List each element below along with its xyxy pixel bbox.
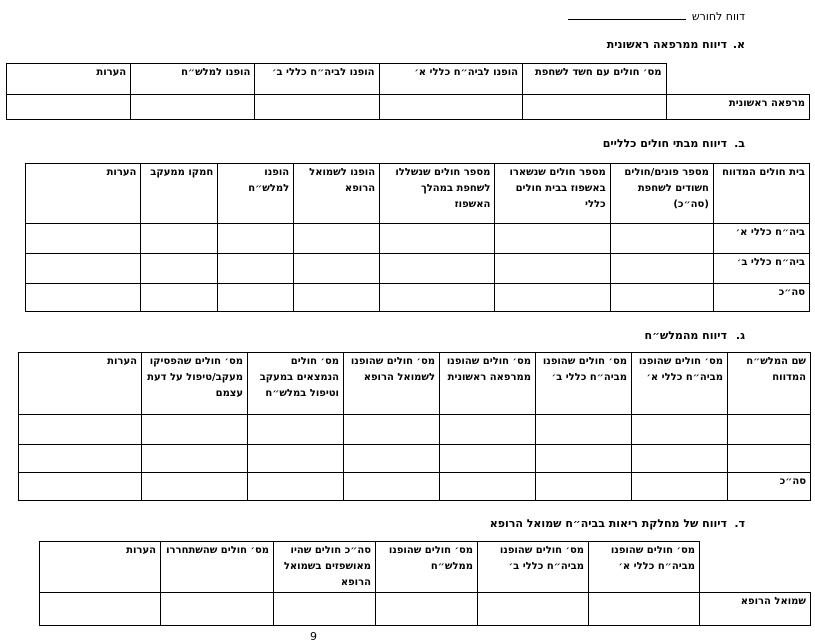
section-c-table — [18, 352, 811, 501]
section-d-letter: ד. — [734, 517, 745, 530]
header-cell: הופנו לביה״ח כללי ב׳ — [255, 64, 379, 95]
header-cell: בית חולים המדווח — [713, 164, 809, 224]
input-cell[interactable] — [294, 254, 380, 284]
input-cell[interactable] — [274, 593, 376, 626]
input-cell[interactable] — [380, 254, 495, 284]
section-a-table — [6, 63, 810, 120]
input-cell[interactable] — [610, 284, 713, 312]
header-cell: מס׳ חולים שהופנו מביה״ח כללי ב׳ — [536, 353, 632, 415]
header-cell: סה״כ חולים שהיו מאושפזים בשמואל הרופא — [274, 542, 376, 593]
input-cell[interactable] — [495, 224, 610, 254]
section-d-title — [490, 517, 745, 530]
row-label: ביה״ח כללי ב׳ — [713, 254, 809, 284]
header-cell: הופנו למלש״ח — [218, 164, 294, 224]
report-month-line — [568, 8, 745, 23]
input-cell[interactable] — [248, 445, 344, 473]
table-row — [7, 95, 810, 120]
header-cell: מס׳ חולים שהופנו לשמואל הרופא — [344, 353, 440, 415]
header-cell: מספר פונים/חולים חשודים לשחפת (סה״כ) — [610, 164, 713, 224]
input-cell[interactable] — [478, 593, 589, 626]
input-cell[interactable] — [131, 95, 255, 120]
header-cell: מספר חולים שנשארו באשפוז בבית חולים כללי — [495, 164, 610, 224]
section-c-title-text: דיווח מהמלש״ח — [644, 329, 727, 342]
input-cell[interactable] — [536, 445, 632, 473]
input-cell[interactable] — [142, 473, 248, 501]
input-cell[interactable] — [161, 593, 274, 626]
input-cell[interactable] — [376, 593, 478, 626]
input-cell[interactable] — [19, 473, 142, 501]
header-cell — [700, 542, 811, 593]
input-cell[interactable] — [632, 415, 728, 445]
row-label — [728, 445, 811, 473]
input-cell[interactable] — [294, 284, 380, 312]
input-cell[interactable] — [495, 284, 610, 312]
input-cell[interactable] — [218, 224, 294, 254]
input-cell[interactable] — [536, 473, 632, 501]
input-cell[interactable] — [344, 415, 440, 445]
input-cell[interactable] — [142, 415, 248, 445]
section-a-header-row — [7, 64, 810, 95]
table-row — [26, 284, 810, 312]
input-cell[interactable] — [40, 593, 161, 626]
header-cell: הערות — [26, 164, 141, 224]
section-b-header-row — [26, 164, 810, 224]
input-cell[interactable] — [141, 224, 218, 254]
input-cell[interactable] — [632, 473, 728, 501]
header-cell: הערות — [19, 353, 142, 415]
input-cell[interactable] — [440, 415, 536, 445]
section-d-header-row — [40, 542, 811, 593]
header-cell: הערות — [40, 542, 161, 593]
row-label: סה״כ — [713, 284, 809, 312]
input-cell[interactable] — [440, 445, 536, 473]
input-cell[interactable] — [379, 95, 523, 120]
section-d-table — [39, 541, 811, 626]
header-cell: שם המלש״ח המדווח — [728, 353, 811, 415]
header-cell: הופנו לשמואל הרופא — [294, 164, 380, 224]
section-c-header-row — [19, 353, 811, 415]
input-cell[interactable] — [218, 284, 294, 312]
table-row — [26, 224, 810, 254]
input-cell[interactable] — [610, 254, 713, 284]
table-row — [40, 593, 811, 626]
input-cell[interactable] — [632, 445, 728, 473]
page-number: 9 — [310, 630, 317, 643]
input-cell[interactable] — [380, 284, 495, 312]
input-cell[interactable] — [495, 254, 610, 284]
input-cell[interactable] — [26, 224, 141, 254]
input-cell[interactable] — [26, 284, 141, 312]
row-label — [728, 415, 811, 445]
input-cell[interactable] — [7, 95, 131, 120]
input-cell[interactable] — [536, 415, 632, 445]
input-cell[interactable] — [610, 224, 713, 254]
section-b-title — [603, 137, 745, 150]
input-cell[interactable] — [380, 224, 495, 254]
header-cell: חמקו ממעקב — [141, 164, 218, 224]
input-cell[interactable] — [26, 254, 141, 284]
header-cell: מס׳ חולים שהופנו מביה״ח כללי א׳ — [632, 353, 728, 415]
header-cell: הופנו למלש״ח — [131, 64, 255, 95]
row-label: ביה״ח כללי א׳ — [713, 224, 809, 254]
input-cell[interactable] — [344, 473, 440, 501]
table-row — [26, 254, 810, 284]
input-cell[interactable] — [294, 224, 380, 254]
header-cell: מס׳ חולים שהופנו מביה״ח כללי א׳ — [589, 542, 700, 593]
report-month-blank-field[interactable] — [568, 8, 686, 20]
input-cell[interactable] — [141, 284, 218, 312]
input-cell[interactable] — [344, 445, 440, 473]
input-cell[interactable] — [248, 473, 344, 501]
input-cell[interactable] — [19, 445, 142, 473]
row-label: סה״כ — [728, 473, 811, 501]
header-cell — [666, 64, 810, 95]
input-cell[interactable] — [255, 95, 379, 120]
table-row — [19, 415, 811, 445]
input-cell[interactable] — [142, 445, 248, 473]
input-cell[interactable] — [19, 415, 142, 445]
section-c-letter: ג. — [735, 329, 745, 342]
section-c-title — [645, 329, 745, 342]
section-d-title-text: דיווח של מחלקת ריאות בביה״ח שמואל הרופא — [489, 517, 727, 530]
row-label: מרפאה ראשונית — [666, 95, 810, 120]
report-month-label: דווח לחורש — [691, 10, 745, 23]
table-row — [19, 445, 811, 473]
section-b-table — [25, 163, 810, 312]
input-cell[interactable] — [218, 254, 294, 284]
header-cell: מס׳ חולים שהפסיקו מעקב/טיפול על דעת עצמם — [142, 353, 248, 415]
section-b-letter: ב. — [734, 137, 745, 150]
section-a-title — [607, 38, 745, 51]
section-b-title-text: דיווח מבתי חולים כלליים — [602, 137, 727, 150]
input-cell[interactable] — [589, 593, 700, 626]
header-cell: מספר חולים שנשללו לשחפת במהלך האשפוז — [380, 164, 495, 224]
header-cell: מס׳ חולים שהשתחררו — [161, 542, 274, 593]
section-a-letter: א. — [732, 38, 745, 51]
header-cell: מס׳ חולים הנמצאים במעקב וטיפול במלש״ח — [248, 353, 344, 415]
table-row — [19, 473, 811, 501]
input-cell[interactable] — [248, 415, 344, 445]
input-cell[interactable] — [523, 95, 667, 120]
input-cell[interactable] — [141, 254, 218, 284]
row-label: שמואל הרופא — [700, 593, 811, 626]
header-cell: מס׳ חולים שהופנו ממלש״ח — [376, 542, 478, 593]
section-a-title-text: דיווח ממרפאה ראשונית — [606, 38, 727, 51]
header-cell: מס׳ חולים שהופנו ממרפאה ראשונית — [440, 353, 536, 415]
header-cell: הערות — [7, 64, 131, 95]
header-cell: הופנו לביה״ח כללי א׳ — [379, 64, 523, 95]
input-cell[interactable] — [440, 473, 536, 501]
header-cell: מס׳ חולים עם חשד לשחפת — [523, 64, 667, 95]
header-cell: מס׳ חולים שהופנו מביה״ח כללי ב׳ — [478, 542, 589, 593]
